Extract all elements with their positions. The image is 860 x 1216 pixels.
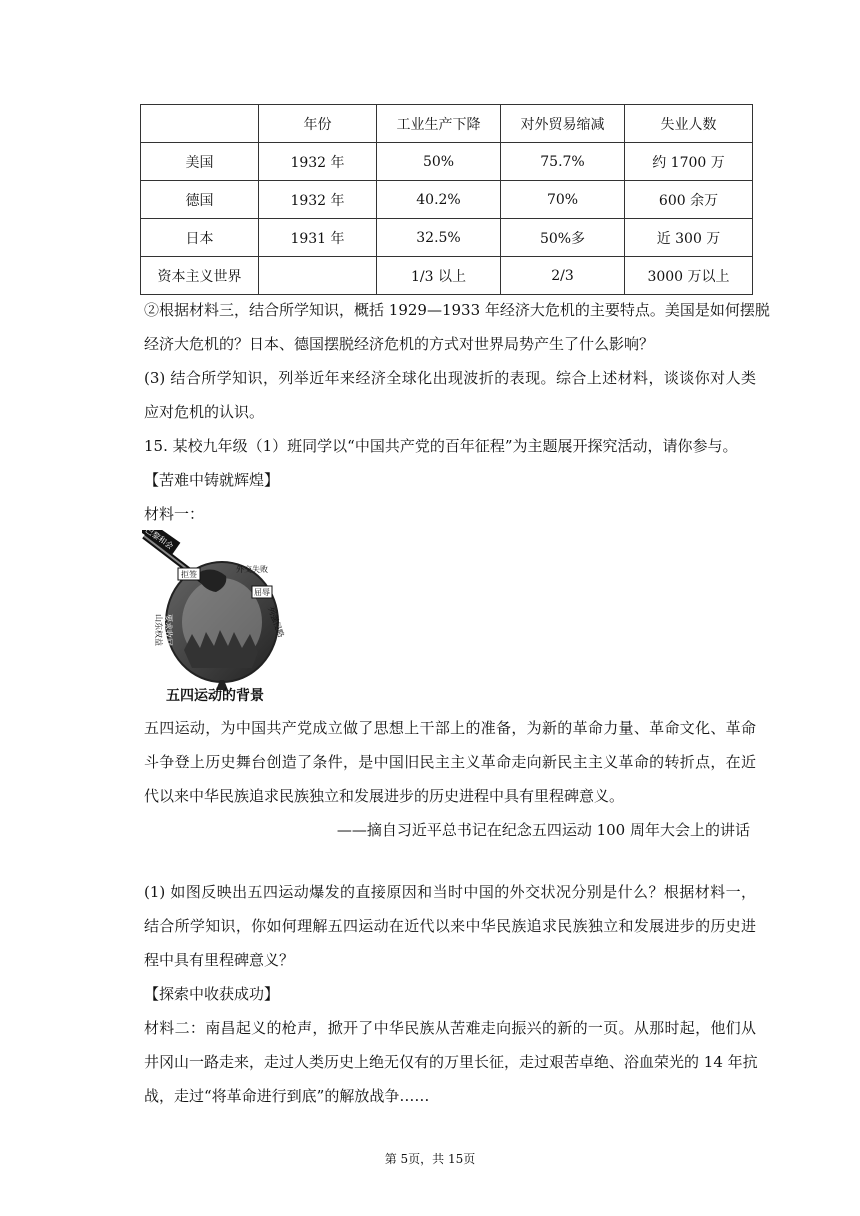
table-cell: 1932 年 <box>259 143 377 181</box>
table-cell: 40.2% <box>377 181 501 219</box>
table-cell: 德国 <box>141 181 259 219</box>
table-row <box>141 143 753 181</box>
material-1-line: 斗争登上历史舞台创造了条件，是中国旧民主主义革命走向新民主主义革命的转折点，在近 <box>144 753 756 771</box>
figure-label: 屈辱 <box>254 588 270 597</box>
figure-label: 列强侵略 <box>266 605 286 639</box>
figure-label: 要求收回 <box>164 614 173 646</box>
table-row <box>141 219 753 257</box>
question-1-line: 程中具有里程碑意义？ <box>144 951 295 969</box>
table-cell: 50%多 <box>501 219 625 257</box>
table-cell: 近 300 万 <box>625 219 753 257</box>
figure-label: 山东权益 <box>154 614 163 646</box>
table-cell: 1/3 以上 <box>377 257 501 295</box>
section-heading: 【探索中收获成功】 <box>144 985 280 1003</box>
page-footer: 第 5页，共 15页 <box>384 1152 476 1166</box>
question-2-line: 经济大危机的？日本、德国摆脱经济危机的方式对世界局势产生了什么影响？ <box>144 335 655 353</box>
table-header-cell: 工业生产下降 <box>377 105 501 143</box>
question-3-line: (3) 结合所学知识，列举近年来经济全球化出现波折的表现。综合上述材料，谈谈你对人类 <box>144 369 756 387</box>
figure-caption: 五四运动的背景 <box>166 688 264 704</box>
statistics-table <box>140 104 753 295</box>
section-heading: 【苦难中铸就辉煌】 <box>144 471 280 489</box>
figure-label: 外交失败 <box>236 565 268 574</box>
material-2-line: 战，走过“将革命进行到底”的解放战争…… <box>144 1087 430 1105</box>
source-citation: ——摘自习近平总书记在纪念五四运动 100 周年大会上的讲话 <box>336 821 750 839</box>
question-15-intro: 15. 某校九年级（1）班同学以“中国共产党的百年征程”为主题展开探究活动，请你参与。 <box>144 437 738 455</box>
table-header-cell <box>141 105 259 143</box>
material-1-line: 代以来中华民族追求民族独立和发展进步的历史进程中具有里程碑意义。 <box>144 787 625 805</box>
table-cell: 1931 年 <box>259 219 377 257</box>
table-header-cell: 对外贸易缩减 <box>501 105 625 143</box>
table-cell: 75.7% <box>501 143 625 181</box>
question-3-line: 应对危机的认识。 <box>144 403 265 421</box>
table-row <box>141 181 753 219</box>
question-2-line: ②根据材料三，结合所学知识，概括 1929—1933 年经济大危机的主要特点。美国是如何摆脱 <box>144 301 770 319</box>
table-cell: 3000 万以上 <box>625 257 753 295</box>
figure-label: 巴黎和会 <box>143 530 175 552</box>
table-cell: 日本 <box>141 219 259 257</box>
material-2-line: 井冈山一路走来，走过人类历史上绝无仅有的万里长征，走过艰苦卓绝、浴血荣光的 14 年抗 <box>144 1053 758 1071</box>
table-cell <box>259 257 377 295</box>
material-1-line: 五四运动，为中国共产党成立做了思想上干部上的准备，为新的革命力量、革命文化、革命 <box>144 719 756 737</box>
table-cell: 资本主义世界 <box>141 257 259 295</box>
table-cell: 32.5% <box>377 219 501 257</box>
table-cell: 约 1700 万 <box>625 143 753 181</box>
table-header-row <box>141 105 753 143</box>
table-row <box>141 257 753 295</box>
table-cell: 2/3 <box>501 257 625 295</box>
material-label: 材料一： <box>144 505 205 523</box>
table-header-cell: 失业人数 <box>625 105 753 143</box>
may-fourth-background-figure <box>142 530 290 710</box>
table-header-cell: 年份 <box>259 105 377 143</box>
material-2-line: 材料二：南昌起义的枪声，掀开了中华民族从苦难走向振兴的新的一页。从那时起，他们从 <box>144 1019 756 1037</box>
question-1-line: 结合所学知识，你如何理解五四运动在近代以来中华民族追求民族独立和发展进步的历史进 <box>144 917 756 935</box>
table-cell: 70% <box>501 181 625 219</box>
table-cell: 50% <box>377 143 501 181</box>
question-1-line: (1) 如图反映出五四运动爆发的直接原因和当时中国的外交状况分别是什么？根据材料一， <box>144 883 756 901</box>
table-cell: 美国 <box>141 143 259 181</box>
table-cell: 1932 年 <box>259 181 377 219</box>
table-cell: 600 余万 <box>625 181 753 219</box>
figure-label: 拒签 <box>181 570 197 579</box>
